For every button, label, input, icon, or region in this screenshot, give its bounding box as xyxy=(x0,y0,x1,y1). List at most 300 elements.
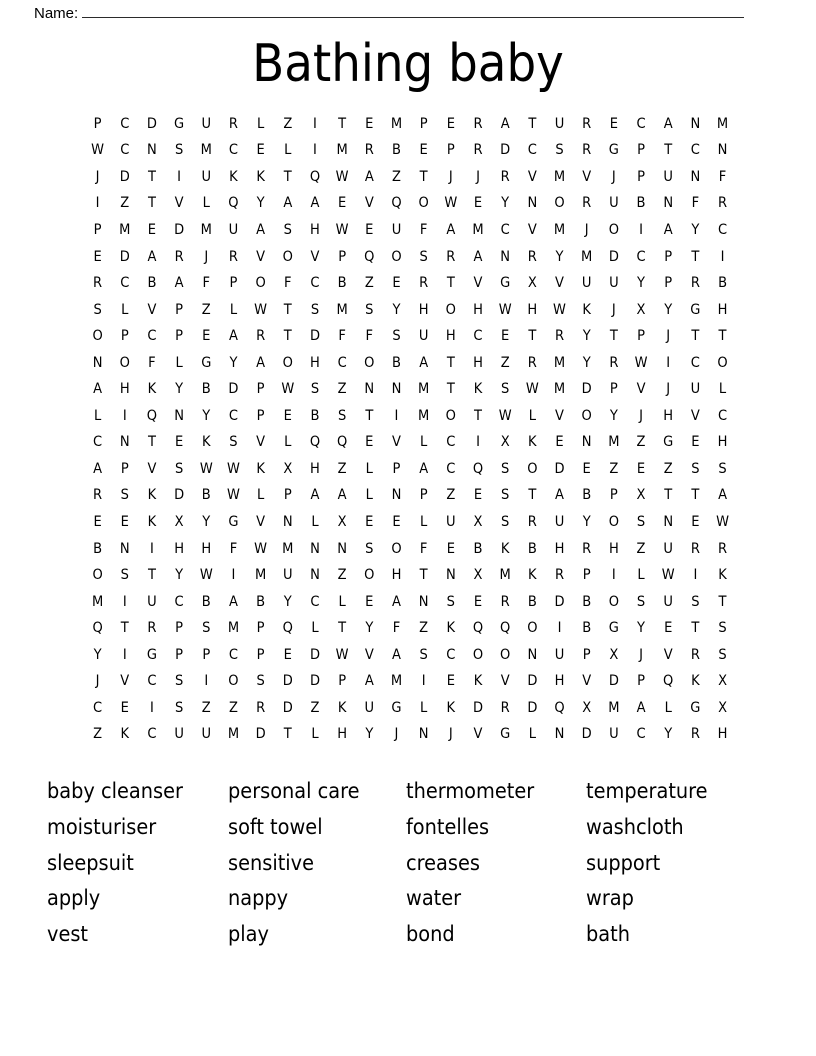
grid-letter[interactable]: N xyxy=(92,354,103,371)
grid-letter[interactable]: P xyxy=(120,328,129,345)
word-list-item[interactable]: washcloth xyxy=(586,814,684,840)
grid-letter[interactable]: U xyxy=(201,726,212,743)
grid-letter[interactable]: B xyxy=(527,593,537,610)
grid-letter[interactable]: M xyxy=(227,726,240,743)
grid-letter[interactable]: Z xyxy=(93,726,103,743)
grid-letter[interactable]: K xyxy=(446,699,456,716)
grid-letter[interactable]: B xyxy=(718,275,728,292)
grid-letter[interactable]: T xyxy=(664,142,673,159)
grid-letter[interactable]: N xyxy=(500,248,511,265)
grid-letter[interactable]: D xyxy=(309,646,320,663)
grid-letter[interactable]: R xyxy=(256,699,266,716)
grid-letter[interactable]: S xyxy=(310,381,320,398)
grid-letter[interactable]: E xyxy=(365,434,374,451)
grid-letter[interactable]: H xyxy=(473,354,483,371)
grid-letter[interactable]: Y xyxy=(202,407,211,424)
grid-letter[interactable]: E xyxy=(501,328,510,345)
grid-letter[interactable]: A xyxy=(392,646,401,663)
grid-letter[interactable]: V xyxy=(500,673,510,690)
grid-letter[interactable]: L xyxy=(311,513,319,530)
grid-letter[interactable]: G xyxy=(608,142,619,159)
grid-letter[interactable]: C xyxy=(500,221,510,238)
grid-letter[interactable]: V xyxy=(364,646,374,663)
grid-letter[interactable]: P xyxy=(175,646,184,663)
grid-letter[interactable]: M xyxy=(553,221,566,238)
grid-letter[interactable]: U xyxy=(364,699,375,716)
grid-letter[interactable]: W xyxy=(716,513,729,530)
grid-letter[interactable]: R xyxy=(473,142,483,159)
grid-letter[interactable]: E xyxy=(582,460,591,477)
grid-letter[interactable]: L xyxy=(311,726,319,743)
grid-letter[interactable]: N xyxy=(445,567,456,584)
grid-letter[interactable]: K xyxy=(120,726,130,743)
grid-letter[interactable]: T xyxy=(147,168,156,185)
grid-letter[interactable]: L xyxy=(93,407,102,424)
grid-letter[interactable]: K xyxy=(256,460,265,477)
grid-letter[interactable]: P xyxy=(175,301,184,318)
grid-letter[interactable]: M xyxy=(499,567,511,584)
grid-letter[interactable]: Z xyxy=(310,699,320,716)
grid-letter[interactable]: Y xyxy=(392,301,401,318)
grid-letter[interactable]: K xyxy=(147,487,157,504)
grid-letter[interactable]: X xyxy=(473,567,483,584)
grid-letter[interactable]: N xyxy=(364,381,375,398)
grid-letter[interactable]: M xyxy=(418,381,430,398)
grid-letter[interactable]: L xyxy=(338,593,346,610)
grid-letter[interactable]: E xyxy=(446,540,455,557)
grid-letter[interactable]: H xyxy=(337,726,348,743)
grid-letter[interactable]: T xyxy=(283,301,292,318)
grid-letter[interactable]: R xyxy=(93,275,103,292)
grid-letter[interactable]: M xyxy=(553,168,566,185)
grid-letter[interactable]: H xyxy=(310,460,320,477)
grid-letter[interactable]: A xyxy=(555,487,564,504)
grid-letter[interactable]: X xyxy=(337,513,347,530)
grid-letter[interactable]: Y xyxy=(691,221,700,238)
grid-letter[interactable]: Y xyxy=(637,620,645,637)
grid-letter[interactable]: O xyxy=(445,407,456,424)
grid-letter[interactable]: D xyxy=(146,115,157,132)
grid-letter[interactable]: P xyxy=(256,646,265,663)
grid-letter[interactable]: O xyxy=(527,460,538,477)
grid-letter[interactable]: S xyxy=(392,328,401,345)
grid-letter[interactable]: P xyxy=(283,487,292,504)
grid-letter[interactable]: A xyxy=(663,221,673,238)
grid-letter[interactable]: S xyxy=(174,142,184,159)
grid-letter[interactable]: D xyxy=(255,726,266,743)
word-list-item[interactable]: personal care xyxy=(228,779,360,804)
grid-letter[interactable]: Q xyxy=(472,620,484,637)
grid-letter[interactable]: W xyxy=(335,221,349,238)
grid-letter[interactable]: H xyxy=(554,673,565,690)
grid-letter[interactable]: W xyxy=(661,567,675,584)
grid-letter[interactable]: P xyxy=(120,460,129,477)
word-list-item[interactable]: sensitive xyxy=(228,850,314,876)
grid-letter[interactable]: S xyxy=(174,699,184,716)
grid-letter[interactable]: B xyxy=(392,354,401,371)
grid-letter[interactable]: E xyxy=(283,646,292,663)
grid-letter[interactable]: I xyxy=(693,567,698,584)
grid-letter[interactable]: V xyxy=(310,248,320,265)
grid-letter[interactable]: G xyxy=(391,699,402,716)
grid-letter[interactable]: M xyxy=(227,620,240,637)
grid-letter[interactable]: M xyxy=(336,301,348,318)
grid-letter[interactable]: W xyxy=(498,301,512,318)
grid-letter[interactable]: S xyxy=(93,301,102,318)
grid-letter[interactable]: I xyxy=(666,354,671,371)
grid-letter[interactable]: Y xyxy=(555,248,564,265)
word-list-item[interactable]: water xyxy=(406,886,462,912)
grid-letter[interactable]: L xyxy=(121,301,129,318)
grid-letter[interactable]: Z xyxy=(201,699,211,716)
grid-letter[interactable]: G xyxy=(608,620,619,637)
grid-letter[interactable]: R xyxy=(446,248,456,265)
grid-letter[interactable]: S xyxy=(419,646,428,663)
grid-letter[interactable]: T xyxy=(691,328,700,345)
grid-letter[interactable]: L xyxy=(528,407,536,424)
grid-letter[interactable]: M xyxy=(472,221,484,238)
grid-letter[interactable]: W xyxy=(254,540,268,557)
grid-letter[interactable]: J xyxy=(448,726,453,743)
grid-letter[interactable]: R xyxy=(718,540,728,557)
grid-letter[interactable]: C xyxy=(93,699,103,716)
grid-letter[interactable]: H xyxy=(717,301,728,318)
grid-letter[interactable]: R xyxy=(364,142,374,159)
grid-letter[interactable]: O xyxy=(608,593,619,610)
grid-letter[interactable]: O xyxy=(119,354,130,371)
grid-letter[interactable]: S xyxy=(718,646,727,663)
grid-letter[interactable]: U xyxy=(609,195,619,212)
grid-letter[interactable]: U xyxy=(174,726,184,743)
grid-letter[interactable]: E xyxy=(202,328,211,345)
grid-letter[interactable]: V xyxy=(527,168,537,185)
grid-letter[interactable]: O xyxy=(391,248,402,265)
grid-letter[interactable]: T xyxy=(691,620,700,637)
grid-letter[interactable]: S xyxy=(691,593,700,610)
grid-letter[interactable]: M xyxy=(390,115,403,132)
grid-letter[interactable]: V xyxy=(663,646,673,663)
grid-letter[interactable]: M xyxy=(553,381,566,398)
grid-letter[interactable]: V xyxy=(120,673,130,690)
grid-letter[interactable]: R xyxy=(500,168,510,185)
grid-letter[interactable]: E xyxy=(338,195,347,212)
grid-letter[interactable]: K xyxy=(256,168,265,185)
grid-letter[interactable]: M xyxy=(119,221,131,238)
grid-letter[interactable]: K xyxy=(582,301,591,318)
grid-letter[interactable]: M xyxy=(91,593,104,610)
word-list-item[interactable]: temperature xyxy=(586,779,708,804)
grid-letter[interactable]: B xyxy=(582,593,592,610)
grid-letter[interactable]: R xyxy=(690,726,700,743)
grid-letter[interactable]: X xyxy=(527,275,537,292)
grid-letter[interactable]: L xyxy=(365,460,373,477)
grid-letter[interactable]: D xyxy=(608,673,619,690)
grid-letter[interactable]: V xyxy=(147,301,157,318)
grid-letter[interactable]: C xyxy=(310,275,320,292)
grid-letter[interactable]: P xyxy=(256,620,265,637)
grid-letter[interactable]: L xyxy=(420,434,428,451)
grid-letter[interactable]: W xyxy=(226,460,240,477)
grid-letter[interactable]: L xyxy=(284,434,292,451)
grid-letter[interactable]: D xyxy=(309,328,320,345)
grid-letter[interactable]: E xyxy=(419,142,428,159)
grid-letter[interactable]: T xyxy=(283,168,292,185)
grid-letter[interactable]: K xyxy=(446,620,456,637)
word-list-item[interactable]: vest xyxy=(47,922,89,948)
grid-letter[interactable]: O xyxy=(282,248,293,265)
grid-letter[interactable]: D xyxy=(527,673,538,690)
grid-letter[interactable]: V xyxy=(174,195,184,212)
grid-letter[interactable]: D xyxy=(527,699,538,716)
grid-letter[interactable]: M xyxy=(390,673,403,690)
grid-letter[interactable]: O xyxy=(500,646,511,663)
grid-letter[interactable]: T xyxy=(338,115,347,132)
grid-letter[interactable]: Z xyxy=(364,275,374,292)
grid-letter[interactable]: I xyxy=(421,673,426,690)
grid-letter[interactable]: A xyxy=(337,487,347,504)
grid-letter[interactable]: U xyxy=(663,540,673,557)
grid-letter[interactable]: B xyxy=(201,487,211,504)
grid-letter[interactable]: J xyxy=(95,168,100,185)
grid-letter[interactable]: G xyxy=(174,115,185,132)
grid-letter[interactable]: A xyxy=(364,673,374,690)
grid-letter[interactable]: S xyxy=(229,434,238,451)
grid-letter[interactable]: E xyxy=(93,248,102,265)
grid-letter[interactable]: Y xyxy=(637,275,645,292)
grid-letter[interactable]: D xyxy=(608,248,619,265)
grid-letter[interactable]: O xyxy=(472,646,484,663)
grid-letter[interactable]: Q xyxy=(472,460,484,477)
word-list-item[interactable]: wrap xyxy=(586,886,634,912)
grid-letter[interactable]: E xyxy=(446,673,455,690)
grid-letter[interactable]: R xyxy=(609,354,619,371)
grid-letter[interactable]: K xyxy=(718,567,727,584)
grid-letter[interactable]: J xyxy=(584,221,589,238)
grid-letter[interactable]: V xyxy=(256,513,266,530)
grid-letter[interactable]: J xyxy=(639,407,643,424)
grid-letter[interactable]: P xyxy=(256,407,265,424)
word-list-item[interactable]: apply xyxy=(47,886,101,912)
grid-letter[interactable]: S xyxy=(419,248,428,265)
grid-letter[interactable]: A xyxy=(364,168,374,185)
grid-letter[interactable]: L xyxy=(420,699,428,716)
grid-letter[interactable]: C xyxy=(93,434,103,451)
word-search-grid[interactable] xyxy=(84,111,736,748)
grid-letter[interactable]: B xyxy=(392,142,401,159)
grid-letter[interactable]: V xyxy=(473,726,483,743)
grid-letter[interactable]: O xyxy=(92,567,103,584)
grid-letter[interactable]: T xyxy=(147,567,156,584)
grid-letter[interactable]: D xyxy=(282,673,293,690)
grid-letter[interactable]: O xyxy=(445,301,456,318)
grid-letter[interactable]: B xyxy=(201,381,211,398)
grid-letter[interactable]: W xyxy=(498,407,512,424)
grid-letter[interactable]: Z xyxy=(419,620,429,637)
grid-letter[interactable]: N xyxy=(717,142,728,159)
grid-letter[interactable]: U xyxy=(554,646,565,663)
grid-letter[interactable]: H xyxy=(418,301,429,318)
grid-letter[interactable]: Z xyxy=(283,115,293,132)
grid-letter[interactable]: B xyxy=(582,620,592,637)
grid-letter[interactable]: R xyxy=(500,593,510,610)
grid-letter[interactable]: F xyxy=(691,195,700,212)
grid-letter[interactable]: E xyxy=(473,487,483,504)
grid-letter[interactable]: D xyxy=(309,673,320,690)
word-list-item[interactable]: play xyxy=(228,922,269,948)
grid-letter[interactable]: B xyxy=(147,275,157,292)
grid-letter[interactable]: P xyxy=(637,328,645,345)
grid-letter[interactable]: U xyxy=(690,381,701,398)
grid-letter[interactable]: F xyxy=(338,328,346,345)
word-list-item[interactable]: nappy xyxy=(228,886,289,912)
grid-letter[interactable]: O xyxy=(92,328,103,345)
word-list-item[interactable]: bath xyxy=(586,922,630,948)
grid-letter[interactable]: P xyxy=(582,646,591,663)
grid-letter[interactable]: I xyxy=(122,407,127,424)
grid-letter[interactable]: C xyxy=(147,328,157,345)
grid-letter[interactable]: X xyxy=(636,487,646,504)
grid-letter[interactable]: S xyxy=(718,620,727,637)
grid-letter[interactable]: N xyxy=(310,567,320,584)
grid-letter[interactable]: K xyxy=(147,381,157,398)
grid-letter[interactable]: R xyxy=(527,513,537,530)
grid-letter[interactable]: M xyxy=(200,142,212,159)
grid-letter[interactable]: E xyxy=(392,513,401,530)
grid-letter[interactable]: D xyxy=(282,699,293,716)
grid-letter[interactable]: S xyxy=(636,513,646,530)
grid-letter[interactable]: O xyxy=(527,620,538,637)
grid-letter[interactable]: E xyxy=(446,115,455,132)
grid-letter[interactable]: Q xyxy=(554,699,565,716)
grid-letter[interactable]: O xyxy=(391,540,402,557)
grid-letter[interactable]: I xyxy=(476,434,480,451)
grid-letter[interactable]: V xyxy=(147,460,157,477)
grid-letter[interactable]: A xyxy=(228,593,238,610)
word-list-item[interactable]: soft towel xyxy=(228,814,323,840)
grid-letter[interactable]: Q xyxy=(282,620,293,637)
grid-letter[interactable]: S xyxy=(337,407,347,424)
grid-letter[interactable]: S xyxy=(501,381,510,398)
grid-letter[interactable]: X xyxy=(582,699,592,716)
grid-letter[interactable]: E xyxy=(609,115,618,132)
grid-letter[interactable]: F xyxy=(365,328,374,345)
grid-letter[interactable]: T xyxy=(691,248,700,265)
grid-letter[interactable]: O xyxy=(608,221,619,238)
grid-letter[interactable]: O xyxy=(228,673,239,690)
grid-letter[interactable]: K xyxy=(691,673,700,690)
grid-letter[interactable]: P xyxy=(637,673,645,690)
grid-letter[interactable]: C xyxy=(337,354,347,371)
grid-letter[interactable]: Z xyxy=(446,487,456,504)
grid-letter[interactable]: S xyxy=(636,593,646,610)
grid-letter[interactable]: N xyxy=(527,646,538,663)
grid-letter[interactable]: B xyxy=(310,407,320,424)
grid-letter[interactable]: N xyxy=(690,115,701,132)
grid-letter[interactable]: Y xyxy=(365,726,374,743)
grid-letter[interactable]: S xyxy=(501,513,510,530)
grid-letter[interactable]: J xyxy=(666,328,671,345)
grid-letter[interactable]: M xyxy=(716,115,729,132)
grid-letter[interactable]: J xyxy=(611,301,616,318)
grid-letter[interactable]: B xyxy=(93,540,103,557)
grid-letter[interactable]: F xyxy=(419,540,428,557)
word-list-item[interactable]: baby cleanser xyxy=(47,779,183,804)
grid-letter[interactable]: P xyxy=(229,275,238,292)
grid-letter[interactable]: I xyxy=(557,620,562,637)
grid-letter[interactable]: M xyxy=(200,221,212,238)
grid-letter[interactable]: A xyxy=(147,248,157,265)
grid-letter[interactable]: R xyxy=(690,275,700,292)
grid-letter[interactable]: W xyxy=(199,567,213,584)
grid-letter[interactable]: M xyxy=(608,699,620,716)
grid-letter[interactable]: Q xyxy=(92,620,103,637)
grid-letter[interactable]: T xyxy=(446,354,455,371)
grid-letter[interactable]: V xyxy=(555,407,564,424)
grid-letter[interactable]: K xyxy=(473,381,483,398)
grid-letter[interactable]: Y xyxy=(609,407,618,424)
grid-letter[interactable]: P xyxy=(446,142,455,159)
grid-letter[interactable]: R xyxy=(582,195,592,212)
grid-letter[interactable]: T xyxy=(147,195,156,212)
grid-letter[interactable]: P xyxy=(93,221,102,238)
grid-letter[interactable]: H xyxy=(554,540,565,557)
grid-letter[interactable]: B xyxy=(256,593,266,610)
grid-letter[interactable]: T xyxy=(419,567,428,584)
grid-letter[interactable]: A xyxy=(283,195,293,212)
grid-letter[interactable]: J xyxy=(448,168,453,185)
grid-letter[interactable]: L xyxy=(284,142,292,159)
grid-letter[interactable]: T xyxy=(446,381,455,398)
grid-letter[interactable]: Z xyxy=(337,460,347,477)
grid-letter[interactable]: Y xyxy=(365,620,374,637)
grid-letter[interactable]: V xyxy=(392,434,401,451)
grid-letter[interactable]: J xyxy=(95,673,100,690)
grid-letter[interactable]: U xyxy=(201,168,212,185)
grid-letter[interactable]: C xyxy=(228,407,238,424)
grid-letter[interactable]: W xyxy=(444,195,458,212)
grid-letter[interactable]: C xyxy=(527,142,537,159)
grid-letter[interactable]: L xyxy=(420,513,428,530)
grid-letter[interactable]: V xyxy=(364,195,374,212)
grid-letter[interactable]: T xyxy=(664,487,673,504)
grid-letter[interactable]: I xyxy=(639,221,643,238)
grid-letter[interactable]: N xyxy=(663,513,674,530)
grid-letter[interactable]: Z xyxy=(609,460,619,477)
grid-letter[interactable]: D xyxy=(119,248,130,265)
grid-letter[interactable]: B xyxy=(201,593,211,610)
grid-letter[interactable]: L xyxy=(256,487,265,504)
grid-letter[interactable]: L xyxy=(365,487,373,504)
grid-letter[interactable]: T xyxy=(338,620,347,637)
grid-letter[interactable]: H xyxy=(310,221,320,238)
grid-letter[interactable]: R xyxy=(527,248,537,265)
grid-letter[interactable]: W xyxy=(254,301,268,318)
grid-letter[interactable]: X xyxy=(500,434,510,451)
grid-letter[interactable]: V xyxy=(636,381,646,398)
grid-letter[interactable]: G xyxy=(690,699,701,716)
grid-letter[interactable]: F xyxy=(148,354,156,371)
grid-letter[interactable]: K xyxy=(201,434,211,451)
grid-letter[interactable]: S xyxy=(501,460,510,477)
grid-letter[interactable]: R xyxy=(419,275,429,292)
grid-letter[interactable]: H xyxy=(201,540,212,557)
grid-letter[interactable]: N xyxy=(418,726,429,743)
grid-letter[interactable]: L xyxy=(664,699,672,716)
grid-letter[interactable]: M xyxy=(581,248,593,265)
grid-letter[interactable]: P xyxy=(93,115,102,132)
grid-letter[interactable]: C xyxy=(310,593,320,610)
grid-letter[interactable]: N xyxy=(174,407,184,424)
